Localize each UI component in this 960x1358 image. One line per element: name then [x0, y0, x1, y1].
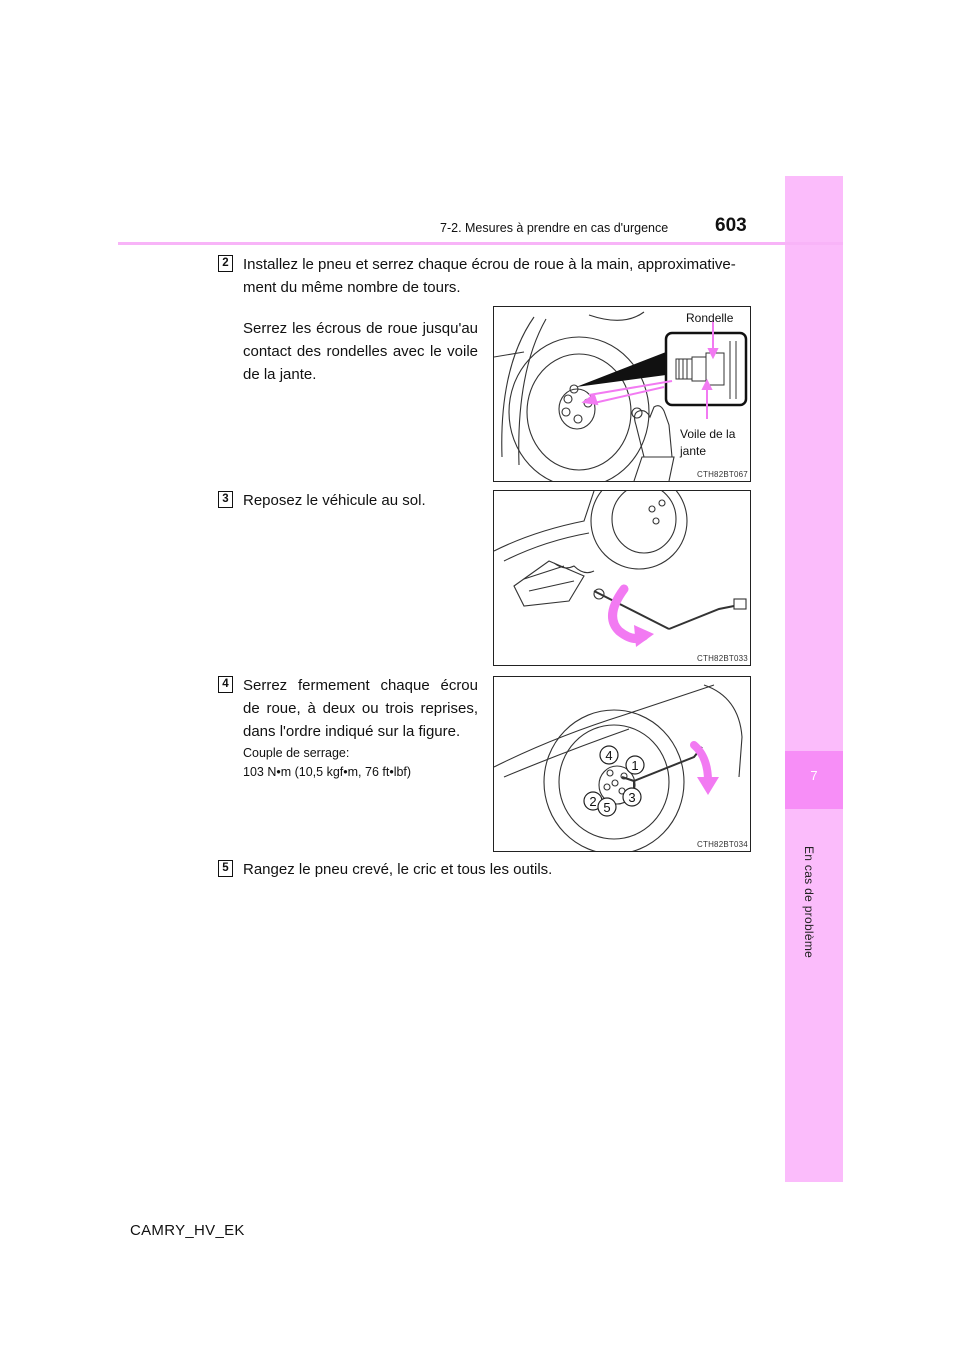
footer-model: CAMRY_HV_EK [130, 1222, 245, 1239]
order-label-5: 5 [603, 800, 611, 815]
figure-wheel-nut-install [493, 306, 751, 482]
torque-label: Couple de serrage: [243, 746, 350, 760]
step-4-text-line-2: de roue, à deux ou trois reprises, [243, 700, 478, 717]
header-rule [118, 242, 843, 245]
step-badge-3: 3 [218, 491, 233, 508]
figure-code: CTH82BT067 [697, 470, 748, 479]
step-badge-4: 4 [218, 676, 233, 693]
voile-de-la-jante-label: Voile de la jante [680, 427, 736, 458]
step-5-text: Rangez le pneu crevé, le cric et tous les outils. [243, 861, 553, 878]
chapter-label: En cas de problème [802, 846, 816, 959]
order-label-2: 2 [589, 794, 597, 809]
chapter-side-tab [785, 176, 843, 1182]
torque-value: 103 N•m (10,5 kgf•m, 76 ft•lbf) [243, 765, 412, 779]
tighten-order-illustration [494, 677, 750, 851]
order-label-3: 3 [628, 790, 636, 805]
step-2-subtext-line-2: contact des rondelles avec le voile [243, 343, 478, 360]
step-3-text: Reposez le véhicule au sol. [243, 492, 426, 509]
rondelle-label: Rondelle [686, 311, 734, 325]
figure-lower-vehicle [493, 490, 751, 666]
order-label-4: 4 [605, 748, 613, 763]
section-title: 7-2. Mesures à prendre en cas d'urgence [440, 221, 669, 235]
chapter-number: 7 [810, 768, 818, 783]
step-4-text-line-3: dans l'ordre indiqué sur la figure. [243, 723, 461, 740]
figure-code: CTH82BT034 [697, 840, 748, 849]
step-2-text: Installez le pneu et serrez chaque écrou de roue à la main, approximative-ment du même nombre de tours. [243, 256, 736, 296]
step-2-subtext-line-3: de la jante. [243, 366, 317, 383]
step-badge-2: 2 [218, 255, 233, 272]
step-2-subtext-line-1: Serrez les écrous de roue jusqu'au [243, 320, 478, 337]
page-number: 603 [715, 215, 747, 236]
figure-tighten-order [493, 676, 751, 852]
lower-vehicle-jack-illustration [494, 491, 750, 665]
order-label-1: 1 [631, 758, 639, 773]
figure-code: CTH82BT033 [697, 654, 748, 663]
step-badge-5: 5 [218, 860, 233, 877]
step-4-text-line-1: Serrez fermement chaque écrou [243, 677, 478, 694]
